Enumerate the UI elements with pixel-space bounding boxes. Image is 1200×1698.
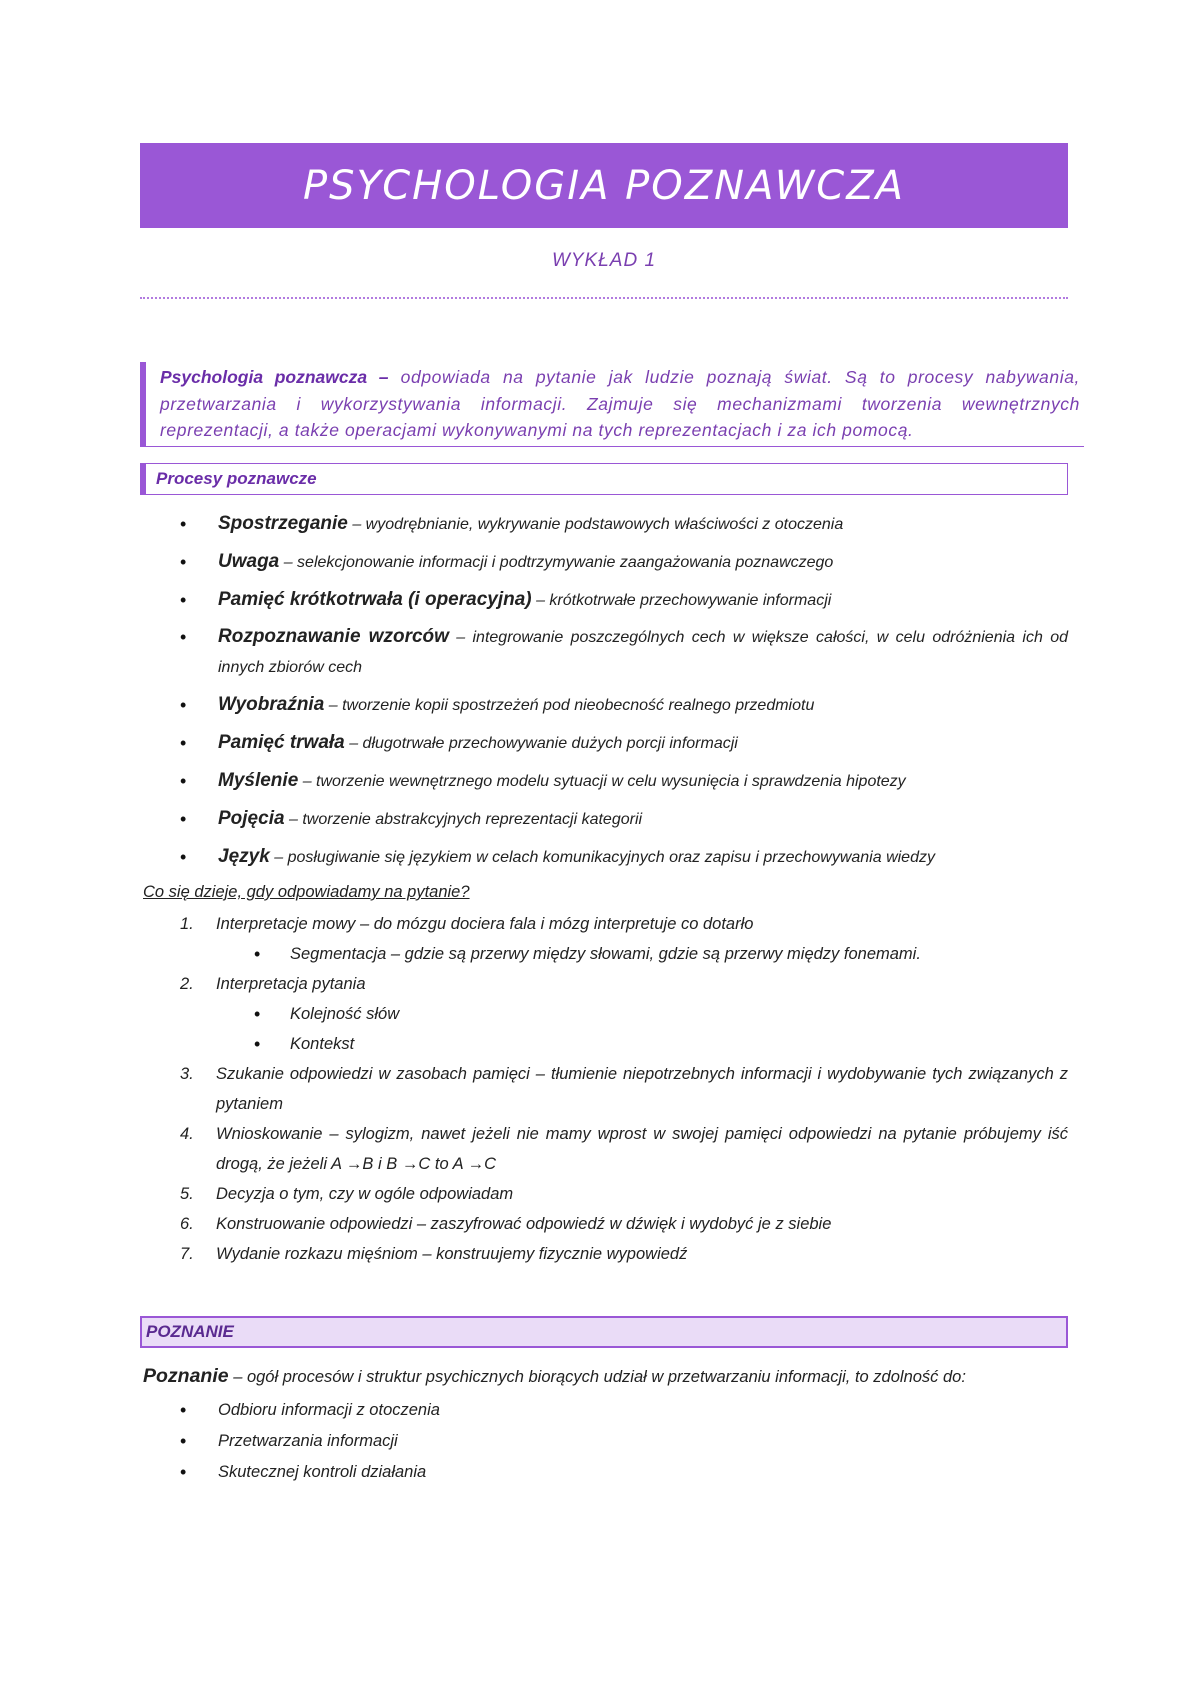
bullet-icon: • xyxy=(180,771,187,791)
list-item: • Skutecznej kontroli działania xyxy=(180,1457,440,1488)
list-item: • Uwaga – selekcjonowanie informacji i podtrzymywanie zaangażowania poznawczego xyxy=(180,546,1068,579)
list-item: • Wyobraźnia – tworzenie kopii spostrzeżeń pod nieobecność realnego przedmiotu xyxy=(180,689,1068,722)
answer-steps-list xyxy=(180,909,1068,1269)
poznanie-definition: Poznanie – ogół procesów i struktur psychicznych biorących udział w przetwarzaniu informacji, to zdolność do: xyxy=(143,1365,966,1387)
list-item: • Język – posługiwanie się językiem w celach komunikacyjnych oraz zapisu i przechowywania wiedzy xyxy=(180,841,1068,874)
title-banner xyxy=(140,143,1068,228)
list-item: • Myślenie – tworzenie wewnętrznego modelu sytuacji w celu wysunięcia i sprawdzenia hipotezy xyxy=(180,765,1068,798)
list-item: • Pamięć trwała – długotrwałe przechowywanie dużych porcji informacji xyxy=(180,727,1068,760)
step-item: 4. Wnioskowanie – sylogizm, nawet jeżeli nie mamy wprost w swojej pamięci odpowiedzi na pytanie próbujemy iść drogą, że jeżeli A →B i B →C to A →C xyxy=(180,1125,1068,1173)
step-item: 5. Decyzja o tym, czy w ogóle odpowiadam xyxy=(180,1185,514,1203)
definition-quote xyxy=(140,362,1084,447)
step-item: 3. Szukanie odpowiedzi w zasobach pamięci – tłumienie niepotrzebnych informacji i wydobywanie tych związanych z pytaniem xyxy=(180,1065,1068,1113)
dotted-divider xyxy=(140,297,1068,299)
section-heading-processes: Procesy poznawcze xyxy=(140,463,1068,495)
section-heading-poznanie: POZNANIE xyxy=(140,1316,1068,1348)
bullet-icon: • xyxy=(180,552,187,572)
bullet-icon: • xyxy=(180,1431,187,1451)
bullet-icon: • xyxy=(254,944,261,964)
definition-text: odpowiada na pytanie jak ludzie poznają świat. Są to procesy nabywania, przetwarzania i wykorzystywania informacji. Zajmuje się mechanizmami tworzenia wewnętrznych reprezentacji, a także operacjami wykonywanymi na tych reprezentacjach i za ich pomocą. xyxy=(160,367,1081,440)
bullet-icon: • xyxy=(180,733,187,753)
list-item: • Pojęcia – tworzenie abstrakcyjnych reprezentacji kategorii xyxy=(180,803,1068,836)
bullet-icon: • xyxy=(180,1400,187,1420)
bullet-icon: • xyxy=(180,695,187,715)
sub-list xyxy=(216,999,1068,1059)
list-item: • Spostrzeganie – wyodrębnianie, wykrywanie podstawowych właściwości z otoczenia xyxy=(180,508,1068,541)
step-item: 7. Wydanie rozkazu mięśniom – konstruujemy fizycznie wypowiedź xyxy=(180,1245,688,1263)
abilities-list xyxy=(180,1395,440,1488)
sub-list-item: • Kontekst xyxy=(254,1029,1068,1059)
step-item: 1. Interpretacje mowy – do mózgu dociera fala i mózg interpretuje co dotarło • Segmentacja – gdzie są przerwy między słowami, gdzie są przerwy między fonemami. xyxy=(180,909,1068,969)
document-title: PSYCHOLOGIA POZNAWCZA xyxy=(303,162,905,209)
bullet-icon: • xyxy=(254,1004,261,1024)
bullet-icon: • xyxy=(180,627,187,647)
bullet-icon: • xyxy=(180,1462,187,1482)
bullet-icon: • xyxy=(180,514,187,534)
question-heading: Co się dzieje, gdy odpowiadamy na pytanie? xyxy=(143,883,470,901)
list-item: • Pamięć krótkotrwała (i operacyjna) – krótkotrwałe przechowywanie informacji xyxy=(180,584,1068,617)
list-item: • Rozpoznawanie wzorców – integrowanie poszczególnych cech w większe całości, w celu odróżnienia ich od innych zbiorów cech xyxy=(180,622,1068,683)
bullet-icon: • xyxy=(180,590,187,610)
sub-list xyxy=(216,939,1068,969)
bullet-icon: • xyxy=(180,809,187,829)
definition-term: Psychologia poznawcza – xyxy=(160,367,389,387)
sub-list-item: • Kolejność słów xyxy=(254,999,1068,1029)
bullet-icon: • xyxy=(180,847,187,867)
sub-list-item: • Segmentacja – gdzie są przerwy między słowami, gdzie są przerwy między fonemami. xyxy=(254,939,1068,969)
step-item: 2. Interpretacja pytania • Kolejność słów • Kontekst xyxy=(180,969,1068,1059)
processes-list xyxy=(180,508,1068,874)
bullet-icon: • xyxy=(254,1034,261,1054)
lecture-subtitle: WYKŁAD 1 xyxy=(551,250,657,271)
list-item: • Przetwarzania informacji xyxy=(180,1426,440,1457)
list-item: • Odbioru informacji z otoczenia xyxy=(180,1395,440,1426)
step-item: 6. Konstruowanie odpowiedzi – zaszyfrować odpowiedź w dźwięk i wydobyć je z siebie xyxy=(180,1215,832,1233)
